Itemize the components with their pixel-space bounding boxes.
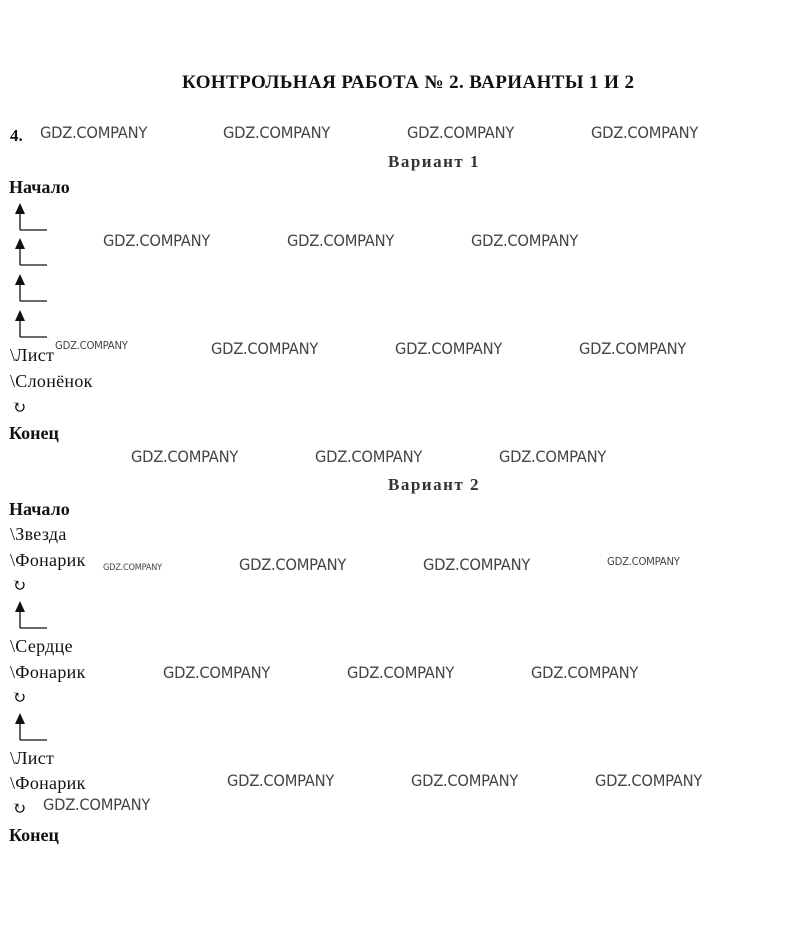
watermark: GDZ.COMPANY xyxy=(55,339,128,352)
loop-icon: ↻ xyxy=(12,688,27,707)
watermark: GDZ.COMPANY xyxy=(347,663,455,682)
watermark: GDZ.COMPANY xyxy=(395,339,503,358)
watermark: GDZ.COMPANY xyxy=(43,795,151,814)
up-arrow-corner-icon xyxy=(12,309,48,339)
watermark: GDZ.COMPANY xyxy=(40,123,148,142)
variant-2-heading: Вариант 2 xyxy=(388,475,480,494)
variant-1-command: \Слонёнок xyxy=(10,371,93,391)
watermark: GDZ.COMPANY xyxy=(595,771,703,790)
up-arrow-corner-icon xyxy=(12,202,48,232)
variant-1-command: \Лист xyxy=(10,345,55,365)
watermark: GDZ.COMPANY xyxy=(103,231,211,250)
watermark: GDZ.COMPANY xyxy=(223,123,331,142)
watermark: GDZ.COMPANY xyxy=(287,231,395,250)
up-arrow-corner-icon xyxy=(12,273,48,303)
variant-1-end: Конец xyxy=(9,423,59,443)
watermark: GDZ.COMPANY xyxy=(227,771,335,790)
watermark: GDZ.COMPANY xyxy=(607,555,680,568)
watermark: GDZ.COMPANY xyxy=(315,447,423,466)
watermark: GDZ.COMPANY xyxy=(471,231,579,250)
watermark: GDZ.COMPANY xyxy=(163,663,271,682)
variant-2-command: \Звезда xyxy=(10,524,67,544)
variant-2-command: \Фонарик xyxy=(10,662,86,682)
loop-icon: ↻ xyxy=(12,799,27,818)
watermark: GDZ.COMPANY xyxy=(579,339,687,358)
variant-1-heading: Вариант 1 xyxy=(388,152,480,171)
up-arrow-corner-icon xyxy=(12,600,48,630)
variant-1-start: Начало xyxy=(9,177,70,197)
up-arrow-corner-icon xyxy=(12,237,48,267)
watermark: GDZ.COMPANY xyxy=(423,555,531,574)
watermark: GDZ.COMPANY xyxy=(411,771,519,790)
watermark: GDZ.COMPANY xyxy=(103,563,162,573)
watermark: GDZ.COMPANY xyxy=(239,555,347,574)
loop-icon: ↻ xyxy=(12,576,27,595)
variant-2-start: Начало xyxy=(9,499,70,519)
watermark: GDZ.COMPANY xyxy=(131,447,239,466)
variant-2-command: \Фонарик xyxy=(10,550,86,570)
watermark: GDZ.COMPANY xyxy=(211,339,319,358)
variant-2-end: Конец xyxy=(9,825,59,845)
watermark: GDZ.COMPANY xyxy=(531,663,639,682)
loop-icon: ↻ xyxy=(12,398,27,417)
variant-2-command: \Сердце xyxy=(10,636,73,656)
watermark: GDZ.COMPANY xyxy=(591,123,699,142)
variant-2-command: \Лист xyxy=(10,748,55,768)
watermark: GDZ.COMPANY xyxy=(407,123,515,142)
task-number: 4. xyxy=(10,126,23,145)
up-arrow-corner-icon xyxy=(12,712,48,742)
variant-2-command: \Фонарик xyxy=(10,773,86,793)
watermark: GDZ.COMPANY xyxy=(499,447,607,466)
page-title: КОНТРОЛЬНАЯ РАБОТА № 2. ВАРИАНТЫ 1 И 2 xyxy=(182,72,635,93)
